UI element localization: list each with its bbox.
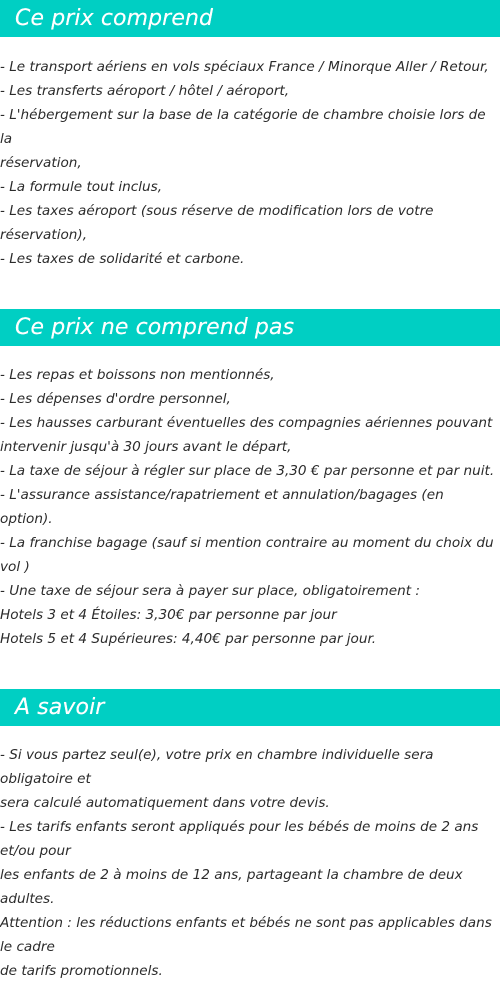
text-line: - Les taxes de solidarité et carbone.: [0, 251, 245, 267]
text-line: - Les hausses carburant éventuelles des compagnies aériennes pouvant: [0, 415, 493, 431]
text-line: - Les taxes aéroport (sous réserve de modification lors de votre réservation),: [0, 203, 434, 243]
text-line: les enfants de 2 à moins de 12 ans, partageant la chambre de deux adultes.: [0, 867, 463, 907]
section-title: Ce prix comprend: [15, 6, 214, 31]
text-line: - L'hébergement sur la base de la catégorie de chambre choisie lors de la: [0, 107, 486, 147]
text-line: - Les repas et boissons non mentionnés,: [0, 367, 275, 383]
text-line: réservation,: [0, 155, 82, 171]
text-line: Attention : les réductions enfants et bébés ne sont pas applicables dans le cadre: [0, 915, 492, 955]
section-header-price-excludes: [0, 309, 500, 346]
text-line: - Une taxe de séjour sera à payer sur place, obligatoirement :: [0, 583, 420, 599]
text-line: Hotels 5 et 4 Supérieures: 4,40€ par personne par jour.: [0, 631, 377, 647]
section-title: A savoir: [15, 695, 105, 720]
text-line: - Les transferts aéroport / hôtel / aéroport,: [0, 83, 290, 99]
text-line: - L'assurance assistance/rapatriement et annulation/bagages (en option).: [0, 487, 444, 527]
text-line: - La taxe de séjour à régler sur place de 3,30 € par personne et par nuit.: [0, 463, 495, 479]
section-body-price-excludes: [0, 363, 500, 651]
text-line: - Le transport aériens en vols spéciaux France / Minorque Aller / Retour,: [0, 59, 489, 75]
section-body-price-includes: [0, 55, 500, 271]
text-line: - Les tarifs enfants seront appliqués pour les bébés de moins de 2 ans et/ou pour: [0, 819, 479, 859]
text-line: - La franchise bagage (sauf si mention contraire au moment du choix du vol ): [0, 535, 494, 575]
text-line: sera calculé automatiquement dans votre devis.: [0, 795, 330, 811]
section-header-price-includes: [0, 0, 500, 37]
text-line: Hotels 3 et 4 Étoiles: 3,30€ par personne par jour: [0, 607, 337, 623]
text-line: - Les dépenses d'ordre personnel,: [0, 391, 231, 407]
section-title: Ce prix ne comprend pas: [15, 315, 295, 340]
text-line: intervenir jusqu'à 30 jours avant le départ,: [0, 439, 292, 455]
text-line: - La formule tout inclus,: [0, 179, 163, 195]
section-header-good-to-know: [0, 689, 500, 726]
text-line: de tarifs promotionnels.: [0, 963, 163, 979]
section-body-good-to-know: [0, 743, 500, 983]
text-line: - Si vous partez seul(e), votre prix en chambre individuelle sera obligatoire et: [0, 747, 434, 787]
